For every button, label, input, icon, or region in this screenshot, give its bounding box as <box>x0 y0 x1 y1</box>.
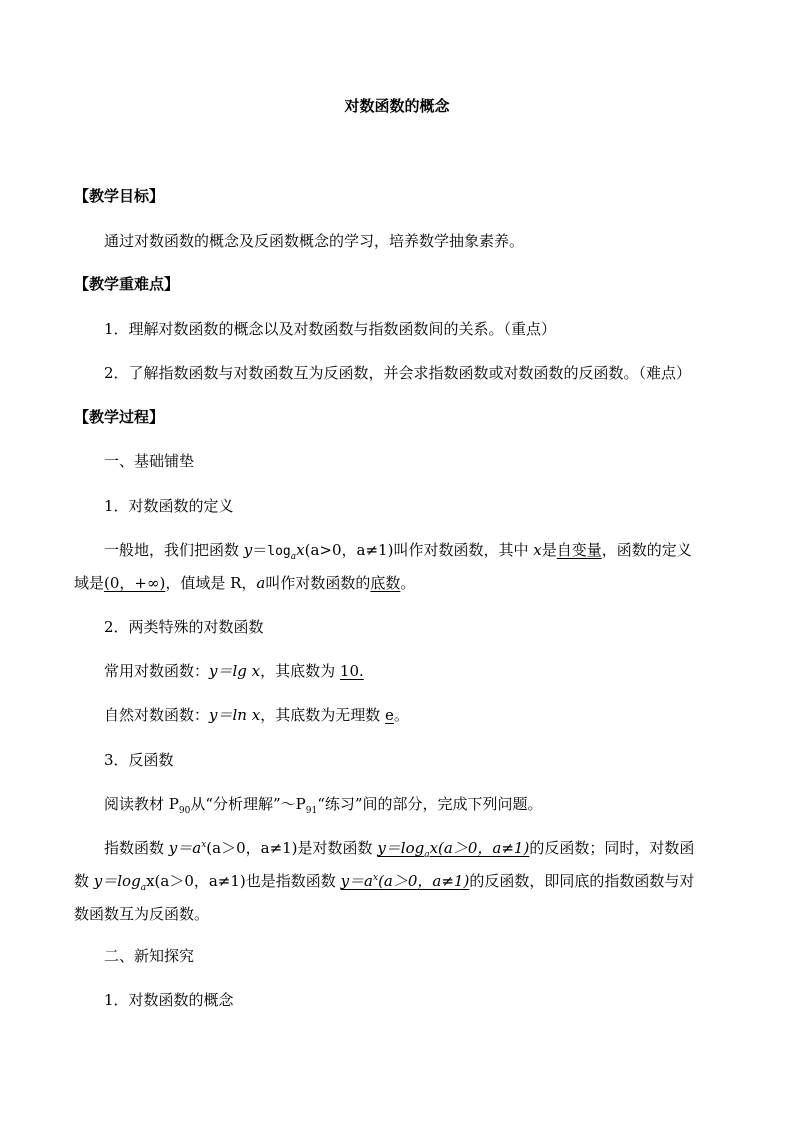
part-1-heading: 一、基础铺垫 <box>104 452 195 470</box>
goals-heading: 【教学目标】 <box>74 187 165 205</box>
key-point-1: 1．理解对数函数的概念以及对数函数与指数函数间的关系。（重点） <box>104 320 557 338</box>
goals-text: 通过对数函数的概念及反函数概念的学习，培养数学抽象素养。 <box>104 232 525 250</box>
blank-natural-base: e <box>384 706 394 724</box>
page-title: 对数函数的概念 <box>344 97 450 115</box>
blank-base: 底数 <box>370 574 401 592</box>
inverse-line-3: 数函数互为反函数。 <box>74 905 210 923</box>
subheading-special-logs: 2．两类特殊的对数函数 <box>104 618 264 636</box>
part-2-heading: 二、新知探究 <box>104 947 195 965</box>
subheading-definition: 1．对数函数的定义 <box>104 497 234 515</box>
inverse-line-2: 数 $y=\log_ax(a>0$，a≠1)也是指数函数 $y=a^x(a>0$，a≠1)的反函数，即同底的指数函数与对 <box>74 872 695 893</box>
process-heading: 【教学过程】 <box>74 408 165 426</box>
blank-exp-inverse: $y=a^x(a>0$，a≠1) <box>340 872 470 890</box>
key-heading: 【教学重难点】 <box>74 275 180 293</box>
definition-line-2: 域是(0，+∞)，值域是 R，a叫作对数函数的底数。 <box>74 574 416 592</box>
definition-line-1: 一般地，我们把函数 $y=\log_ax(a>0$，a≠1)叫作对数函数，其中 x是自变量，函数的定义 <box>104 541 692 562</box>
blank-independent-variable: 自变量 <box>556 541 602 559</box>
inverse-line-1: 指数函数 $y=a^x(a>0$，a≠1)是对数函数 $y=\log_ax(a>0$，a≠1)的反函数；同时，对数函 <box>104 839 695 860</box>
reading-instruction: 阅读教材 $P_{90}$从“分析理解$”\sim P_{91}“$练习”间的部分，完成下列问题。 <box>104 795 543 816</box>
key-point-2: 2．了解指数函数与对数函数互为反函数，并会求指数函数或对数函数的反函数。（难点） <box>104 364 692 382</box>
subheading-inverse: 3．反函数 <box>104 751 174 769</box>
common-log-line: 常用对数函数：y＝lg x，其底数为 10. <box>104 662 364 680</box>
blank-domain: (0，+∞) <box>104 574 166 592</box>
natural-log-line: 自然对数函数：y＝ln x，其底数为无理数 e。 <box>104 706 409 724</box>
blank-common-base: 10. <box>339 662 364 680</box>
subheading-concept: 1．对数函数的概念 <box>104 991 234 1009</box>
blank-log-inverse: $y=\log_ax(a>0$，a≠1) <box>377 839 530 860</box>
